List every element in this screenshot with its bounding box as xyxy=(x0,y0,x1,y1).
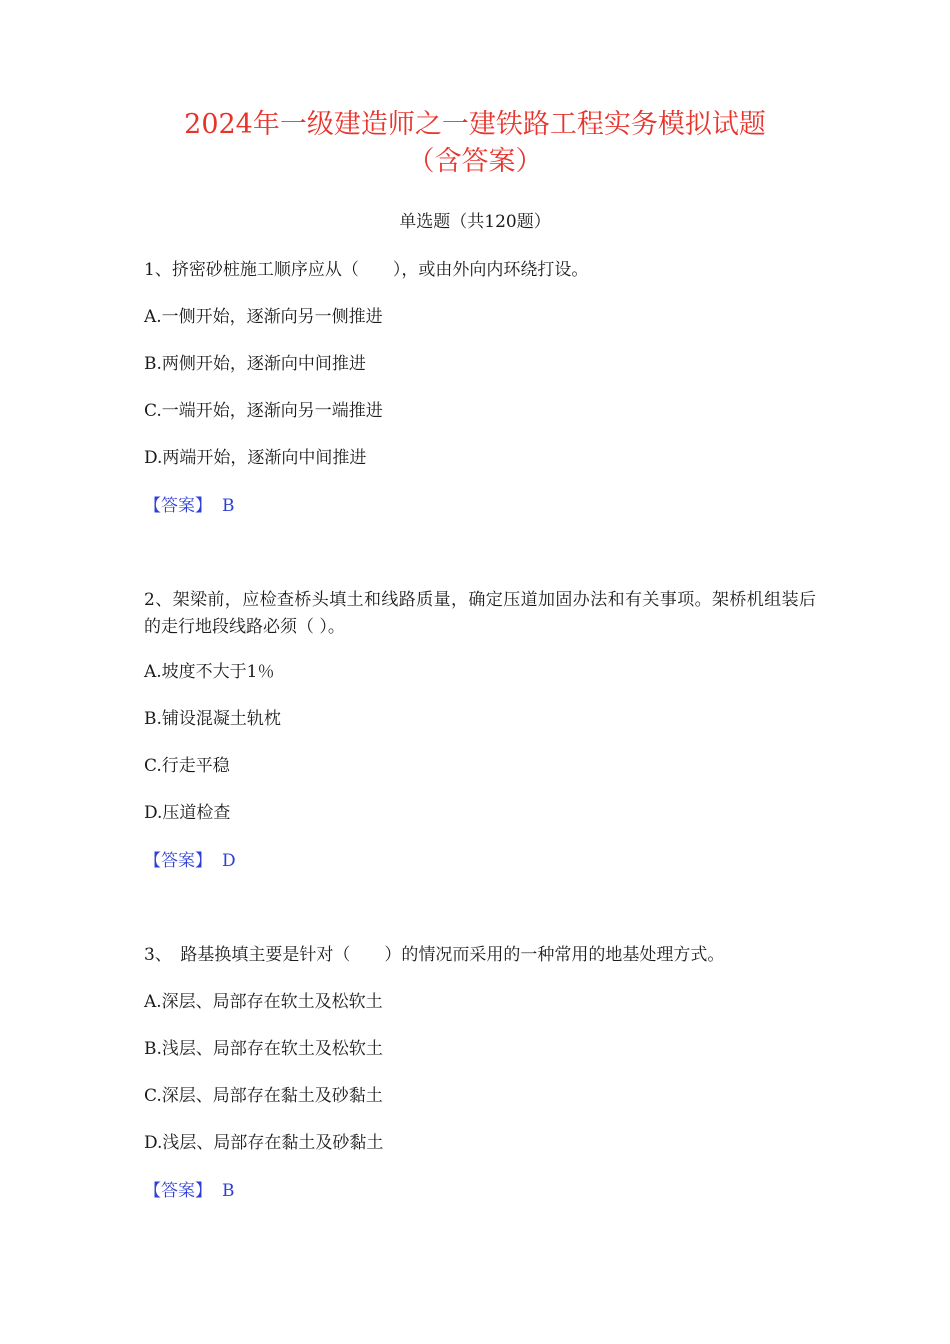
question-2-option-d: D.压道检查 xyxy=(144,803,231,823)
answer-label: 【答案】 xyxy=(144,851,212,871)
question-3-answer xyxy=(144,1178,814,1204)
answer-label: 【答案】 xyxy=(144,496,212,516)
question-1-answer xyxy=(144,493,814,519)
answer-value: B xyxy=(222,1181,235,1201)
question-1-option-a: A.一侧开始，逐渐向另一侧推进 xyxy=(144,307,383,327)
question-1-option-d: D.两端开始，逐渐向中间推进 xyxy=(144,448,367,468)
question-3-option-c: C.深层、局部存在黏土及砂黏土 xyxy=(144,1086,383,1106)
question-2-stem: 2、架梁前，应检查桥头填土和线路质量，确定压道加固办法和有关事项。架桥机组装后的走行地段线路必须（ ）。 xyxy=(144,590,816,637)
document-subtitle: （含答案） xyxy=(407,146,543,177)
question-3-option-d: D.浅层、局部存在黏土及砂黏土 xyxy=(144,1133,384,1153)
question-1-option-c: C.一端开始，逐渐向另一端推进 xyxy=(144,401,383,421)
question-2-answer xyxy=(144,848,814,874)
question-1-option-b: B.两侧开始，逐渐向中间推进 xyxy=(144,354,366,374)
question-2-option-b: B.铺设混凝土轨枕 xyxy=(144,709,281,729)
question-3-option-a: A.深层、局部存在软土及松软土 xyxy=(144,992,383,1012)
answer-label: 【答案】 xyxy=(144,1181,212,1201)
question-2-option-a: A.坡度不大于1％ xyxy=(144,662,275,682)
answer-value: B xyxy=(222,496,235,516)
question-3-option-b: B.浅层、局部存在软土及松软土 xyxy=(144,1039,383,1059)
question-1-stem: 1、挤密砂桩施工顺序应从（ ），或由外向内环绕打设。 xyxy=(144,260,589,280)
question-3-stem: 3、 路基换填主要是针对（ ）的情况而采用的一种常用的地基处理方式。 xyxy=(144,945,725,965)
section-heading: 单选题（共120题） xyxy=(399,212,551,232)
question-2-option-c: C.行走平稳 xyxy=(144,756,230,776)
answer-value: D xyxy=(222,851,236,871)
document-title: 2024年一级建造师之一建铁路工程实务模拟试题 xyxy=(184,109,766,140)
